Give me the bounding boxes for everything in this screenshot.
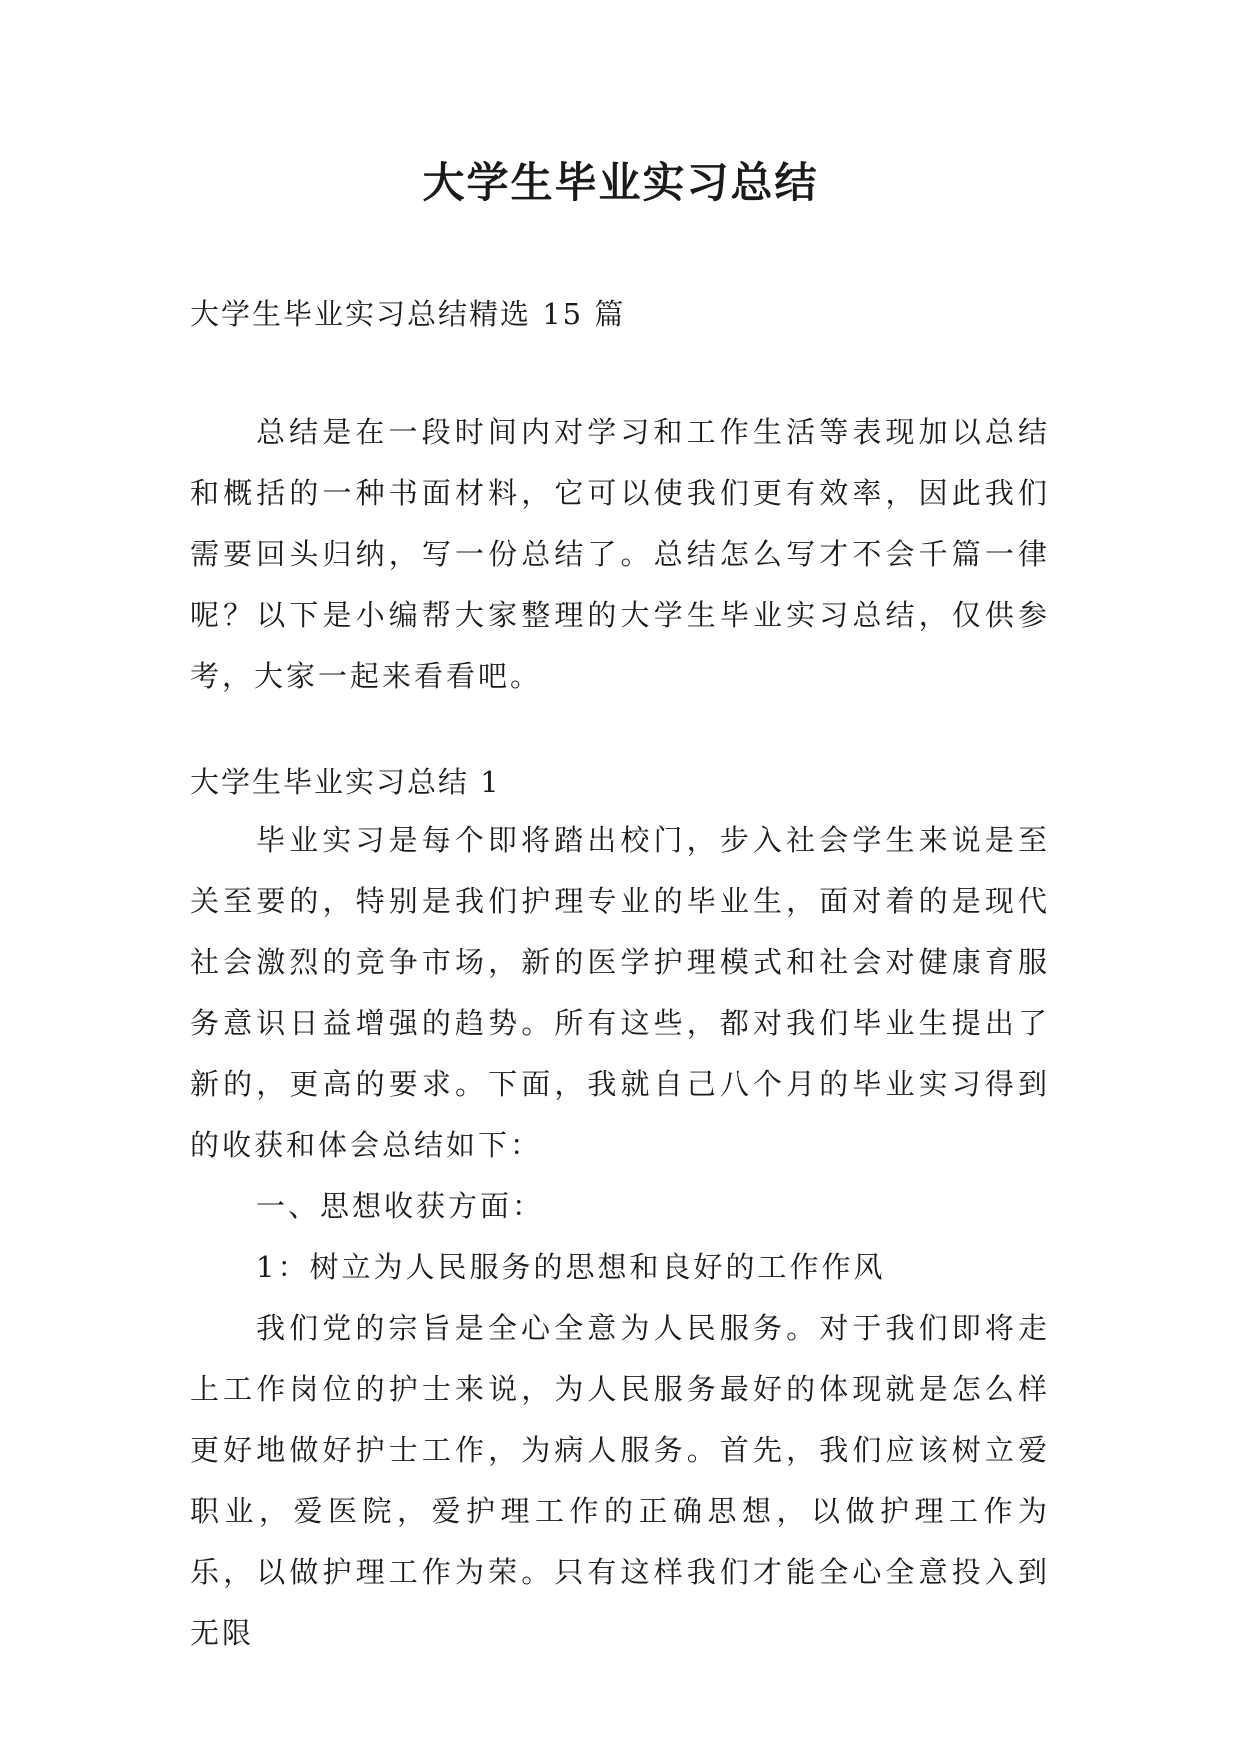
section-paragraph-2: 我们党的宗旨是全心全意为人民服务。对于我们即将走上工作岗位的护士来说，为人民服务最好的体现就是怎么样更好地做好护士工作，为病人服务。首先，我们应该树立爱职业，爱医院，爱护理工作的正确思想，以做护理工作为乐，以做护理工作为荣。只有这样我们才能全心全意投入到无限	[190, 1311, 1050, 1650]
intro-paragraph: 总结是在一段时间内对学习和工作生活等表现加以总结和概括的一种书面材料，它可以使我们更有效率，因此我们需要回头归纳，写一份总结了。总结怎么写才不会千篇一律呢？以下是小编帮大家整理的大学生毕业实习总结，仅供参考，大家一起来看看吧。	[190, 415, 1050, 693]
outline-item-1: 一、思想收获方面：	[256, 1189, 545, 1223]
intro-block	[190, 402, 1050, 707]
outline-item-1-1: 1：树立为人民服务的思想和良好的工作作风	[256, 1250, 886, 1284]
document-subtitle: 大学生毕业实习总结精选 15 篇	[190, 297, 626, 331]
section-heading: 大学生毕业实习总结 1	[190, 765, 501, 799]
document-title: 大学生毕业实习总结	[422, 158, 819, 207]
section-paragraph-1: 毕业实习是每个即将踏出校门，步入社会学生来说是至关至要的，特别是我们护理专业的毕业生，面对着的是现代社会激烈的竞争市场，新的医学护理模式和社会对健康育服务意识日益增强的趋势。所有这些，都对我们毕业生提出了新的，更高的要求。下面，我就自己八个月的毕业实习得到的收获和体会总结如下：	[190, 823, 1050, 1162]
section-1	[190, 755, 1050, 1664]
